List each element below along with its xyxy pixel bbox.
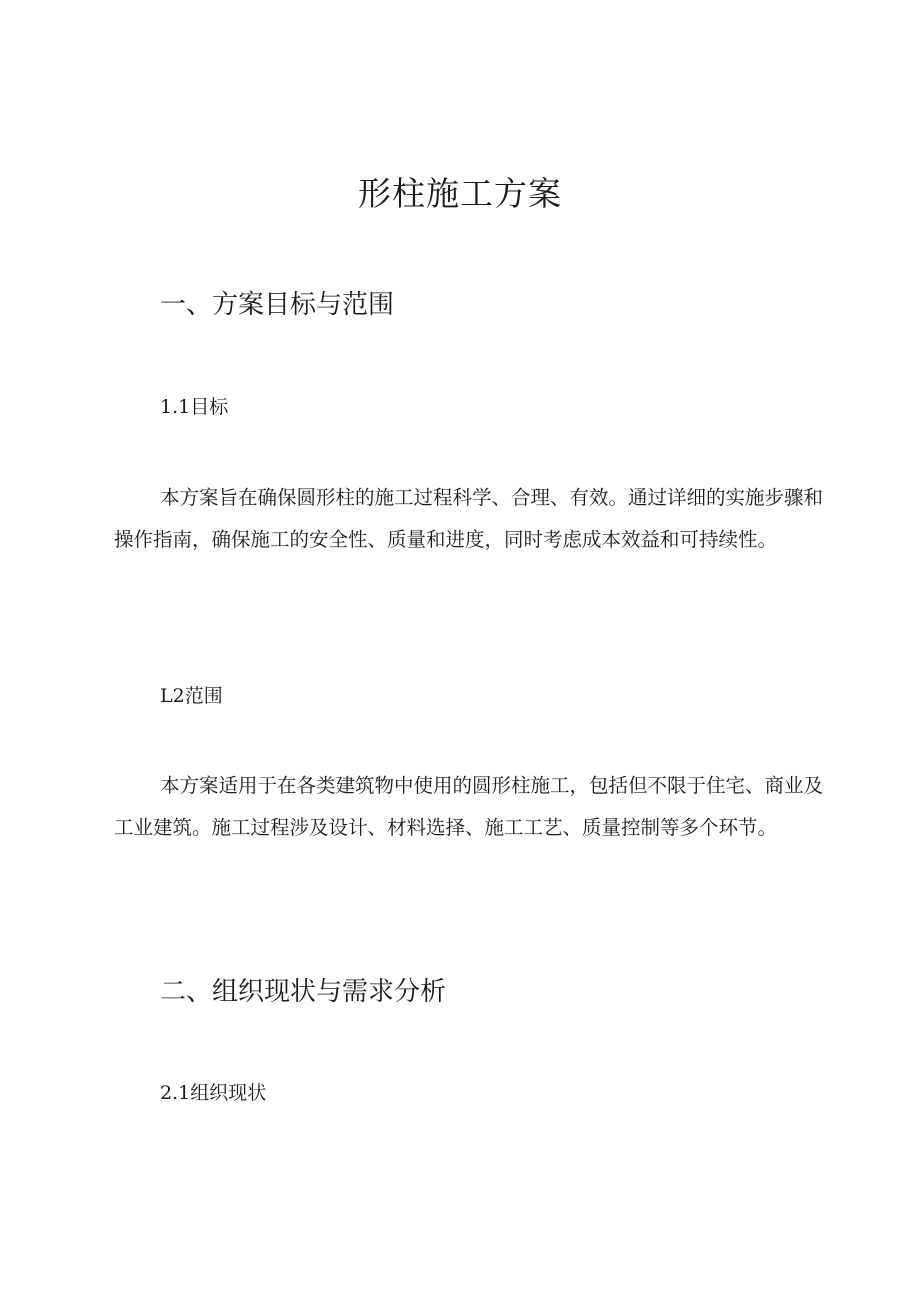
section-1-1-paragraph: 本方案旨在确保圆形柱的施工过程科学、合理、有效。通过详细的实施步骤和操作指南，确保施工的安全性、质量和进度，同时考虑成本效益和可持续性。 — [114, 486, 824, 551]
document-title: 形柱施工方案 — [358, 174, 562, 213]
section-2-1-heading: 2.1组织现状 — [160, 1082, 267, 1104]
section-1-2-paragraph: 本方案适用于在各类建筑物中使用的圆形柱施工，包括但不限于住宅、商业及工业建筑。施工过程涉及设计、材料选择、施工工艺、质量控制等多个环节。 — [114, 774, 824, 839]
section-1-heading: 一、方案目标与范围 — [160, 290, 395, 320]
section-1-2-heading: L2范围 — [160, 685, 223, 707]
section-1-1-heading: 1.1目标 — [160, 396, 229, 418]
section-2-heading: 二、组织现状与需求分析 — [160, 977, 447, 1007]
